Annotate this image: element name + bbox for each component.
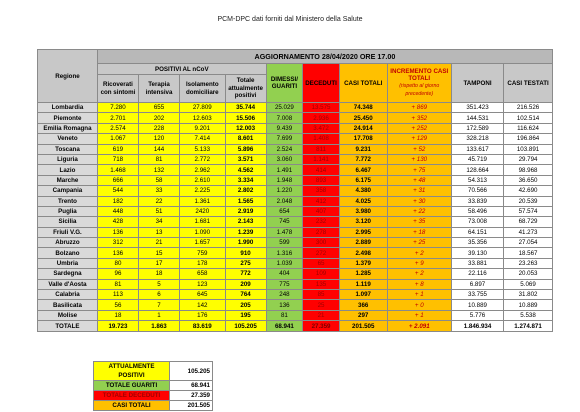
cell-ter: 132 [138,165,179,175]
cell-region: Toscana [38,144,98,154]
cell-ter: 6 [138,290,179,300]
cell-tot: 2.802 [225,186,266,196]
cell-ter: 17 [138,258,179,268]
cell-tot: 205 [225,300,266,310]
cell-tam: 33.755 [451,290,503,300]
cell-ric: 18 [97,310,138,320]
cell-tam: 39.130 [451,248,503,258]
cell-dec: 412 [303,196,340,206]
table-row [38,186,553,196]
cell-dim: 775 [266,279,303,289]
cell-tot: 1.239 [225,227,266,237]
cell-tot: 1.990 [225,238,266,248]
summary-label: CASI TOTALI [94,401,170,411]
cell-tot: 3.334 [225,175,266,185]
cell-tot: 209 [225,279,266,289]
cell-ric: 7.280 [97,103,138,113]
cell-inc: + 9 [387,258,451,268]
positivi-header: POSITIVI AL nCoV [97,64,266,75]
cell-region: Lombardia [38,103,98,113]
cell-cas: 297 [339,310,387,320]
cell-dim: 654 [266,206,303,216]
isolamento-header: Isolamento domiciliare [180,75,226,103]
cell-dec: 3.472 [303,123,340,133]
total-ric: 19.723 [97,321,138,332]
cell-test: 68.729 [504,217,553,227]
cell-ric: 619 [97,144,138,154]
cell-dec: 13.575 [303,103,340,113]
cell-ric: 56 [97,300,138,310]
cell-dim: 9.439 [266,123,303,133]
cell-iso: 9.201 [180,123,226,133]
cell-inc: + 2 [387,248,451,258]
cell-dec: 65 [303,258,340,268]
cell-dim: 1.316 [266,248,303,258]
cell-ter: 5 [138,279,179,289]
cell-cas: 24.914 [339,123,387,133]
cell-tam: 10.889 [451,300,503,310]
cell-iso: 7.414 [180,134,226,144]
cell-ter: 13 [138,227,179,237]
cell-region: Umbria [38,258,98,268]
cell-ter: 21 [138,238,179,248]
total-tot: 105.205 [225,321,266,332]
cell-region: Emilia Romagna [38,123,98,133]
cell-tot: 5.896 [225,144,266,154]
cell-dec: 358 [303,186,340,196]
cell-test: 98.968 [504,165,553,175]
table-row [38,279,553,289]
cell-dec: 1.141 [303,154,340,164]
cell-tam: 33.839 [451,196,503,206]
summary-value: 27.359 [170,391,213,401]
cell-iso: 2.962 [180,165,226,175]
cell-dec: 109 [303,269,340,279]
cell-ter: 81 [138,154,179,164]
cell-region: Trento [38,196,98,206]
cell-ric: 80 [97,258,138,268]
cell-dec: 414 [303,165,340,175]
cell-cas: 3.980 [339,206,387,216]
total-dim: 68.941 [266,321,303,332]
summary-table [93,361,213,411]
cell-iso: 658 [180,269,226,279]
cell-test: 116.624 [504,123,553,133]
cell-tot: 195 [225,310,266,320]
cell-iso: 1.361 [180,196,226,206]
table-row [38,238,553,248]
cell-tam: 70.566 [451,186,503,196]
cell-region: Molise [38,310,98,320]
cell-ric: 448 [97,206,138,216]
cell-dim: 81 [266,310,303,320]
cell-dim: 1.478 [266,227,303,237]
cell-tam: 5.776 [451,310,503,320]
cell-test: 5.538 [504,310,553,320]
total-inc: + 2.091 [387,321,451,332]
cell-region: Veneto [38,134,98,144]
cell-iso: 2.225 [180,186,226,196]
cell-iso: 645 [180,290,226,300]
total-test: 1.274.871 [504,321,553,332]
cell-ric: 312 [97,238,138,248]
summary-label: ATTUALMENTE POSITIVI [94,362,170,381]
cell-inc: + 1 [387,290,451,300]
cell-cas: 2.498 [339,248,387,258]
cell-iso: 759 [180,248,226,258]
cell-cas: 1.379 [339,258,387,268]
table-row [38,196,553,206]
cell-dim: 2.524 [266,144,303,154]
table-body [38,103,553,332]
cell-ric: 136 [97,227,138,237]
cell-ric: 1.468 [97,165,138,175]
summary-label: TOTALE DECEDUTI [94,391,170,401]
cell-test: 196.864 [504,134,553,144]
cell-ric: 182 [97,196,138,206]
table-row [38,165,553,175]
cell-ter: 15 [138,248,179,258]
cell-tam: 172.589 [451,123,503,133]
cell-ric: 544 [97,186,138,196]
cell-inc: + 129 [387,134,451,144]
cell-test: 103.891 [504,144,553,154]
incremento-note: (rispetto al giorno precedente) [399,83,440,97]
cell-tot: 910 [225,248,266,258]
cell-iso: 5.133 [180,144,226,154]
cell-test: 23.263 [504,258,553,268]
cell-iso: 178 [180,258,226,268]
cell-region: Lazio [38,165,98,175]
cell-region: Calabria [38,290,98,300]
cell-tot: 275 [225,258,266,268]
cell-tot: 15.506 [225,113,266,123]
cell-test: 36.650 [504,175,553,185]
summary-label: TOTALE GUARITI [94,381,170,391]
cell-cas: 2.995 [339,227,387,237]
cell-dec: 232 [303,217,340,227]
cell-tot: 4.562 [225,165,266,175]
cell-region: Campania [38,186,98,196]
incremento-title: INCREMENTO CASI TOTALI [390,68,449,82]
cell-test: 29.794 [504,154,553,164]
cell-test: 31.802 [504,290,553,300]
table-row [38,154,553,164]
dimessi-header: DIMESSI/ GUARITI [266,64,303,103]
cell-inc: + 869 [387,103,451,113]
casi-totali-header: CASI TOTALI [339,64,387,103]
cell-tam: 64.151 [451,227,503,237]
cell-dec: 893 [303,175,340,185]
cell-test: 216.526 [504,103,553,113]
cell-ric: 96 [97,269,138,279]
cell-tam: 351.423 [451,103,503,113]
table-row [38,217,553,227]
cell-dim: 3.060 [266,154,303,164]
cell-ric: 81 [97,279,138,289]
cell-ric: 136 [97,248,138,258]
cell-ter: 18 [138,269,179,279]
cell-region: Abruzzo [38,238,98,248]
cell-tam: 133.617 [451,144,503,154]
cell-region: Sardegna [38,269,98,279]
total-cas: 201.505 [339,321,387,332]
cell-inc: + 25 [387,238,451,248]
cell-ric: 2.701 [97,113,138,123]
total-iso: 83.619 [180,321,226,332]
cell-dec: 135 [303,279,340,289]
cell-ter: 7 [138,300,179,310]
summary-row [94,362,213,381]
cell-dec: 21 [303,310,340,320]
cell-tot: 8.601 [225,134,266,144]
total-ter: 1.863 [138,321,179,332]
table-row [38,103,553,113]
cell-iso: 27.809 [180,103,226,113]
cell-cas: 4.380 [339,186,387,196]
cell-inc: + 2 [387,269,451,279]
cell-ter: 51 [138,206,179,216]
cell-region: Valle d'Aosta [38,279,98,289]
cell-cas: 366 [339,300,387,310]
cell-inc: + 48 [387,175,451,185]
cell-ric: 666 [97,175,138,185]
cell-test: 10.889 [504,300,553,310]
summary-row [94,381,213,391]
cell-dim: 1.220 [266,186,303,196]
cell-region: Marche [38,175,98,185]
incremento-header [387,64,451,103]
cell-tot: 2.143 [225,217,266,227]
cell-cas: 3.120 [339,217,387,227]
total-region: TOTALE [38,321,98,332]
table-row [38,144,553,154]
cell-iso: 12.603 [180,113,226,123]
summary-value: 201.505 [170,401,213,411]
cell-test: 57.574 [504,206,553,216]
table-row [38,227,553,237]
cell-tot: 2.919 [225,206,266,216]
cell-cas: 4.025 [339,196,387,206]
cell-tam: 58.496 [451,206,503,216]
cell-dim: 1.039 [266,258,303,268]
cell-iso: 1.681 [180,217,226,227]
cell-dec: 25 [303,300,340,310]
cell-region: Liguria [38,154,98,164]
cell-dec: 300 [303,238,340,248]
cell-test: 27.054 [504,238,553,248]
summary-value: 68.941 [170,381,213,391]
cell-ter: 655 [138,103,179,113]
cell-dim: 136 [266,300,303,310]
cell-inc: + 30 [387,196,451,206]
cell-cas: 1.097 [339,290,387,300]
table-row [38,300,553,310]
cell-inc: + 22 [387,206,451,216]
cell-ter: 202 [138,113,179,123]
cell-tot: 764 [225,290,266,300]
table-row [38,258,553,268]
cell-inc: + 35 [387,217,451,227]
cell-ter: 120 [138,134,179,144]
cell-tam: 22.116 [451,269,503,279]
cell-tam: 128.664 [451,165,503,175]
cell-dim: 7.699 [266,134,303,144]
cell-inc: + 1 [387,310,451,320]
cell-cas: 9.231 [339,144,387,154]
cell-inc: + 352 [387,113,451,123]
cell-dec: 2.936 [303,113,340,123]
cell-cas: 1.119 [339,279,387,289]
cell-inc: + 52 [387,144,451,154]
tamponi-header: TAMPONI [451,64,503,103]
table-row [38,134,553,144]
cell-inc: + 8 [387,279,451,289]
deceduti-header: DECEDUTI [303,64,340,103]
cell-ric: 2.574 [97,123,138,133]
cell-tam: 45.719 [451,154,503,164]
summary-value: 105.205 [170,362,213,381]
cell-tam: 54.313 [451,175,503,185]
update-banner: AGGIORNAMENTO 28/04/2020 ORE 17.00 [97,50,552,64]
cell-region: Sicilia [38,217,98,227]
cell-dec: 1.408 [303,134,340,144]
cell-cas: 7.772 [339,154,387,164]
cell-ter: 58 [138,175,179,185]
cell-dim: 2.048 [266,196,303,206]
cell-iso: 2420 [180,206,226,216]
table-row [38,206,553,216]
table-row [38,113,553,123]
cell-dim: 599 [266,238,303,248]
summary-row [94,401,213,411]
cell-dec: 278 [303,227,340,237]
cell-iso: 2.772 [180,154,226,164]
cell-cas: 17.708 [339,134,387,144]
table-row [38,175,553,185]
summary-row [94,391,213,401]
totals-row [38,321,553,332]
cell-region: Puglia [38,206,98,216]
cell-tot: 772 [225,269,266,279]
cell-region: Basilicata [38,300,98,310]
cell-inc: + 252 [387,123,451,133]
cell-region: Friuli V.G. [38,227,98,237]
cell-tam: 6.897 [451,279,503,289]
cell-test: 20.053 [504,269,553,279]
table-row [38,269,553,279]
cell-dec: 272 [303,248,340,258]
cell-ric: 1.067 [97,134,138,144]
cell-dim: 25.029 [266,103,303,113]
cell-inc: + 18 [387,227,451,237]
cell-iso: 123 [180,279,226,289]
cell-ter: 22 [138,196,179,206]
cell-tam: 144.531 [451,113,503,123]
cell-iso: 176 [180,310,226,320]
cell-tam: 35.356 [451,238,503,248]
cell-cas: 2.889 [339,238,387,248]
total-tam: 1.846.934 [451,321,503,332]
cell-test: 5.069 [504,279,553,289]
totale-positivi-header: Totale attualmente positivi [225,75,266,103]
cell-dim: 745 [266,217,303,227]
cell-iso: 1.657 [180,238,226,248]
cell-ter: 33 [138,186,179,196]
cell-cas: 6.467 [339,165,387,175]
cell-tot: 35.744 [225,103,266,113]
cell-tam: 73.008 [451,217,503,227]
region-header: Regione [38,50,98,103]
cell-ter: 34 [138,217,179,227]
cell-test: 42.690 [504,186,553,196]
cell-test: 102.514 [504,113,553,123]
cell-iso: 142 [180,300,226,310]
cell-tam: 328.218 [451,134,503,144]
cell-cas: 1.285 [339,269,387,279]
cell-ter: 144 [138,144,179,154]
cell-iso: 1.090 [180,227,226,237]
cell-inc: + 0 [387,300,451,310]
cell-cas: 74.348 [339,103,387,113]
cell-ric: 113 [97,290,138,300]
ricoverati-header: Ricoverati con sintomi [97,75,138,103]
cell-test: 18.567 [504,248,553,258]
total-dec: 27.359 [303,321,340,332]
cell-ric: 718 [97,154,138,164]
cell-region: Bolzano [38,248,98,258]
table-row [38,123,553,133]
cell-tam: 33.881 [451,258,503,268]
cell-tot: 3.571 [225,154,266,164]
table-row [38,310,553,320]
cell-dim: 1.491 [266,165,303,175]
cell-inc: + 75 [387,165,451,175]
cell-dec: 407 [303,206,340,216]
cell-dec: 811 [303,144,340,154]
cell-test: 41.273 [504,227,553,237]
table-row [38,248,553,258]
cell-region: Piemonte [38,113,98,123]
source-caption: PCM-DPC dati forniti dal Ministero della Salute [217,16,363,23]
regional-data-table [37,49,553,332]
casi-testati-header: CASI TESTATI [504,64,553,103]
cell-tot: 12.003 [225,123,266,133]
cell-inc: + 31 [387,186,451,196]
cell-ter: 1 [138,310,179,320]
cell-tot: 1.565 [225,196,266,206]
cell-iso: 2.610 [180,175,226,185]
cell-dim: 404 [266,269,303,279]
cell-inc: + 130 [387,154,451,164]
cell-test: 20.539 [504,196,553,206]
cell-ric: 428 [97,217,138,227]
cell-dim: 7.008 [266,113,303,123]
terapia-header: Terapia intensiva [138,75,179,103]
cell-dim: 248 [266,290,303,300]
cell-ter: 228 [138,123,179,133]
cell-cas: 25.450 [339,113,387,123]
table-row [38,290,553,300]
cell-dec: 85 [303,290,340,300]
cell-cas: 6.175 [339,175,387,185]
cell-dim: 1.948 [266,175,303,185]
